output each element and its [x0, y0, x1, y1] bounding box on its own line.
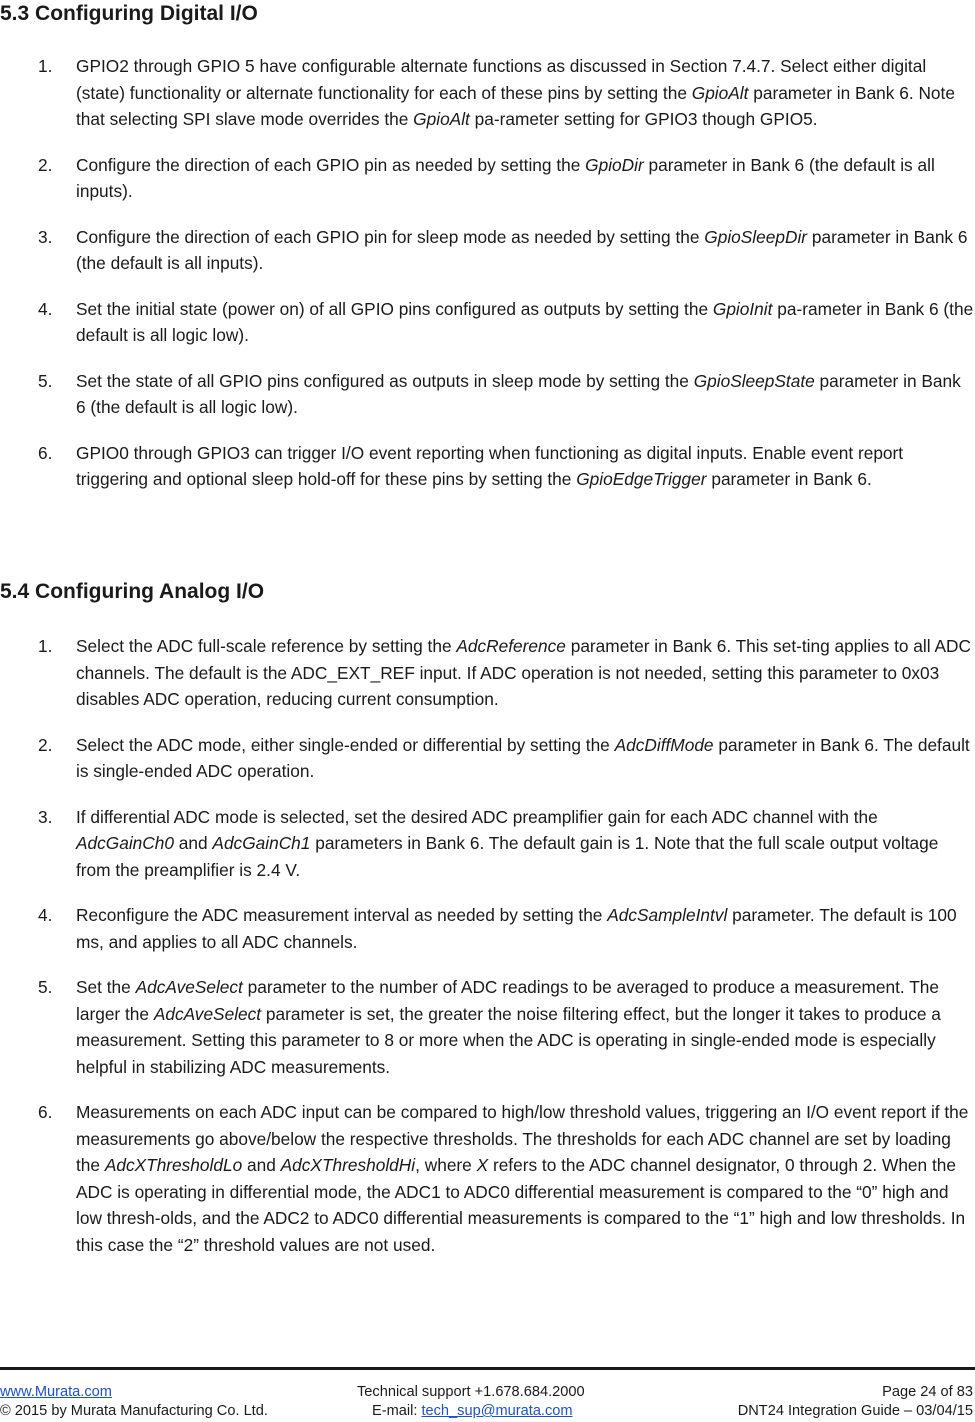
parameter-name: AdcSampleIntvl [607, 905, 728, 925]
parameter-name: GpioDir [585, 154, 644, 175]
text-run: Set the [76, 977, 136, 997]
list-item-text [76, 56, 955, 129]
text-run: parameter in Bank 6. This set-ting applies to all ADC channels. The default is the ADC_EXT_REF input. If ADC operation is not needed, setting this parameter to 0x03 disables ADC operation, reducing current consumption. [76, 636, 971, 709]
list-item-number: 3. [38, 806, 53, 827]
list-item-number: 4. [38, 905, 53, 925]
email-label: E-mail: [372, 1403, 422, 1419]
text-run: refers to the ADC channel designator, 0 through 2. When the ADC is operating in differential mode, the ADC1 to ADC0 differential measurement is compared to the “0” high and low thresh-olds, and the ADC2 to ADC0 differential measurements is compared to the “1” high and low thresholds. In this case the “2” threshold values are not used. [76, 1155, 966, 1255]
text-run: parameter in Bank 6. [706, 469, 872, 489]
list-item-number: 1. [38, 636, 53, 656]
list-item-text [76, 905, 957, 952]
support-email-line [372, 1403, 573, 1420]
list-item-number: 5. [38, 370, 53, 391]
text-run: pa-rameter in Bank 6 (the default is all logic low). [76, 298, 974, 345]
parameter-name: AdcGainCh0 [76, 833, 174, 853]
list-item [0, 1099, 975, 1258]
text-run: and [242, 1155, 281, 1175]
list-item-text [76, 807, 938, 880]
text-run: parameter. The default is 100 ms, and applies to all ADC channels. [76, 905, 957, 952]
text-run: parameters in Bank 6. The default gain is 1. Note that the full scale output voltage from the preamplifier is 2.4 V. [76, 833, 939, 880]
parameter-name: AdcXThresholdHi [280, 1155, 416, 1175]
list-item-number: 2. [38, 734, 53, 755]
text-run: parameter is set, the greater the noise filtering effect, but the longer it takes to produce a measurement. Setting this parameter to 8 or more when the ADC is operating in single-ended mode is especially helpful in stabilizing ADC measurements. [76, 1003, 941, 1077]
list-item [0, 224, 975, 277]
parameter-name: GpioEdgeTrigger [576, 469, 707, 489]
footer-divider [0, 1367, 975, 1370]
parameter-name: AdcGainCh1 [212, 833, 311, 853]
list-item-number: 6. [38, 442, 53, 463]
list-item-number: 1. [38, 56, 53, 76]
parameter-name: AdcXThresholdLo [104, 1155, 243, 1175]
list-item-text [76, 227, 967, 274]
text-run: pa-rameter setting for GPIO3 though GPIO5. [469, 109, 818, 129]
text-run: GPIO0 through GPIO3 can trigger I/O event reporting when functioning as digital inputs. Enable event report triggering and optional sleep hold-off for these pins by setting the [76, 442, 904, 489]
analog-io-steps [0, 633, 975, 1277]
list-item [0, 804, 975, 884]
text-run: GPIO2 through GPIO 5 have configurable alternate functions as discussed in Section 7.4.7. Select either digital (state) functionality or alternate functionality for each of these pins by setting the [76, 56, 927, 103]
text-run: parameter in Bank 6 (the default is all inputs). [76, 226, 968, 273]
text-run: Select the ADC full-scale reference by setting the [76, 636, 457, 656]
text-run: parameter in Bank 6. The default is single-ended ADC operation. [76, 734, 970, 781]
text-run: parameter in Bank 6 (the default is all logic low). [76, 370, 961, 417]
parameter-name: GpioInit [712, 298, 773, 319]
parameter-name: GpioAlt [413, 109, 470, 129]
parameter-name: AdcAveSelect [135, 977, 243, 997]
website-link[interactable]: www.Murata.com [0, 1384, 112, 1400]
section-heading-analog-io: 5.4 Configuring Analog I/O [0, 580, 265, 603]
text-run: Reconfigure the ADC measurement interval as needed by setting the [76, 905, 608, 925]
list-item [0, 152, 975, 205]
list-item-text [76, 735, 970, 782]
list-item [0, 974, 975, 1080]
text-run: Set the initial state (power on) of all GPIO pins configured as outputs by setting the [76, 298, 713, 319]
list-item-number: 4. [38, 298, 53, 319]
parameter-name: GpioAlt [691, 82, 749, 103]
parameter-name: AdcAveSelect [153, 1003, 262, 1024]
text-run: Set the state of all GPIO pins configured as outputs in sleep mode by setting the [76, 370, 694, 391]
list-item [0, 902, 975, 955]
parameter-name: GpioSleepState [693, 370, 815, 391]
text-run: parameter to the number of ADC readings to be averaged to produce a measurement. The larger the [76, 977, 939, 1024]
copyright-text: © 2015 by Murata Manufacturing Co. Ltd. [0, 1403, 268, 1419]
text-run: parameter in Bank 6. Note that selecting SPI slave mode overrides the [76, 82, 955, 129]
document-title: DNT24 Integration Guide – 03/04/15 [737, 1403, 973, 1419]
list-item [0, 440, 975, 493]
parameter-name: GpioSleepDir [704, 226, 808, 247]
list-item-text [76, 155, 935, 202]
list-item [0, 633, 975, 713]
list-item-text [76, 636, 971, 709]
text-run: , where [415, 1155, 477, 1175]
text-run: Select the ADC mode, either single-ended or differential by setting the [76, 734, 615, 755]
list-item-text [76, 977, 941, 1077]
digital-io-steps [0, 53, 975, 512]
page-number: Page 24 of 83 [882, 1384, 973, 1400]
list-item-text [76, 1102, 968, 1255]
text-run: Measurements on each ADC input can be compared to high/low threshold values, triggering an I/O event report if the measurements go above/below the respective thresholds. The thresholds for each ADC channel are set by loading the [76, 1102, 969, 1175]
support-phone: Technical support +1.678.684.2000 [357, 1384, 585, 1400]
list-item [0, 53, 975, 133]
parameter-name: AdcDiffMode [614, 734, 714, 755]
list-item-number: 6. [38, 1102, 53, 1122]
list-item [0, 296, 975, 349]
text-run: Configure the direction of each GPIO pin for sleep mode as needed by setting the [76, 226, 705, 247]
parameter-name: AdcReference [456, 636, 566, 656]
parameter-name: X [476, 1155, 489, 1175]
list-item-number: 2. [38, 154, 53, 175]
email-link[interactable]: tech_sup@murata.com [421, 1403, 573, 1419]
list-item [0, 368, 975, 421]
list-item-text [76, 443, 903, 490]
list-item-text [76, 371, 961, 418]
text-run: Configure the direction of each GPIO pin as needed by setting the [76, 154, 586, 175]
list-item-number: 3. [38, 226, 53, 247]
list-item-text [76, 299, 973, 346]
text-run: parameter in Bank 6 (the default is all inputs). [76, 154, 935, 201]
text-run: and [173, 833, 213, 853]
text-run: If differential ADC mode is selected, set the desired ADC preamplifier gain for each ADC channel with the [76, 806, 878, 827]
section-heading-digital-io: 5.3 Configuring Digital I/O [0, 2, 258, 25]
list-item-number: 5. [38, 977, 53, 997]
list-item [0, 732, 975, 785]
